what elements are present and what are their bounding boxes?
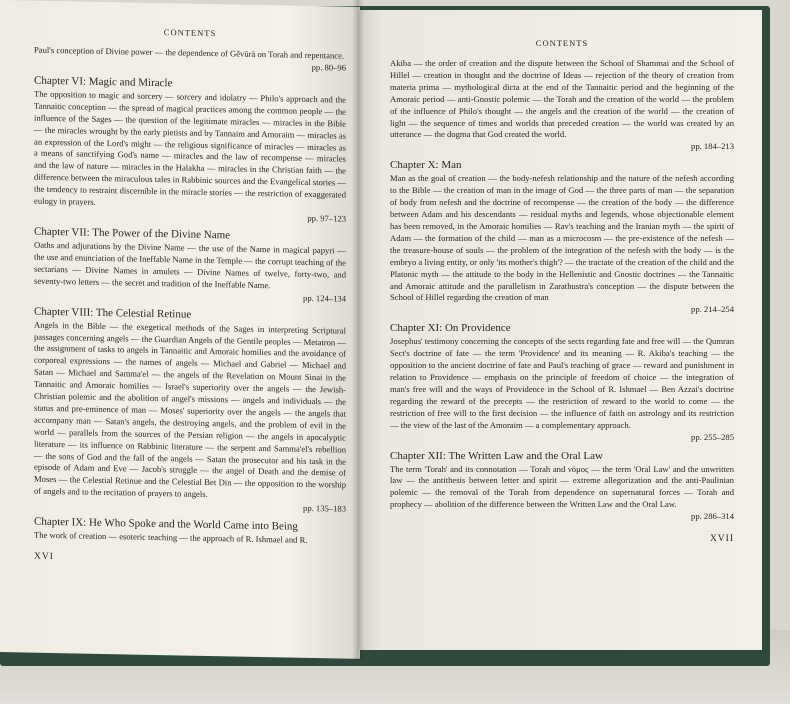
page-range: pp. 184–213 xyxy=(691,141,734,152)
page-range: pp. 214–254 xyxy=(691,304,734,315)
intro-text: Akiba — the order of creation and the dispute between the School of Shammai and the School of Hillel — creation in thought and the doctrine of Ideas — rejection of the theory of creation from materia prima — mythological dicta at the end of the Tannaitic period and the beginning of the Amoraic period — anti-Gnostic polemic — the Torah and the creation of the world — the problem of the influence of Philo's thought — the angels and the creation of the world — the creation of light — the sequence of times and worlds that preceded creation — the world was created by an utterance — the dogma that God created the world. xyxy=(390,58,734,140)
intro-text: Paul's conception of Divine power — the dependence of Gĕvūrā on Torah and repentance. xyxy=(34,44,345,61)
page-range: pp. 255–285 xyxy=(691,431,734,442)
page-range: pp. 97–123 xyxy=(307,212,346,224)
chapter-summary: Man as the goal of creation — the body-nefesh relationship and the nature of the nefesh according to the Bible — the creation of man in the image of God — the three parts of man — the separation of body from nefesh and the doctrine of recompense — the creation of the body — the difference between Adam and his descendants — residual myths and legends, whose objectionable element has been removed, in the Amoraic homilies — Rav's teaching and the Iranian myth — the spirit of Adam — the formation of the child — man as a microcosm — the pre-existence of the nefesh — the treasure-house of souls — the problem of the integration of the nefesh with the body — is the embryo a living entity, or only 'its mother's thigh'? — the tractate of the creation of the child and the Platonic myth — the attitude to the body in the Hellenistic and Gnostic doctrines — the Tannaitic and Amoraic attitude and the parallelism in Zarathustra's conception — the dispute between the School of Hillel regarding the creation of man xyxy=(390,173,734,303)
chapter-summary: The opposition to magic and sorcery — sorcery and idolatry — Philo's approach and the Tannaitic conception — the spread of magical practices among the common people — the influence of the Sages — the question of the legitimate miracles — miracles in the Bible — the miracles wrought by the early pietists and by Tannaim and Amoraim — miracles as an expression of the Lord's might — the religious significance of miracles — miracles as a means of sanctifying God's name — miracles and the law of recompense — miracles and the law of nature — miracles in the Halakha — miracles in the Christian faith — the difference between the miraculous tales in Rabbinic sources and the Evangelical stories — the tendency to restraint discernible in the miracle stories — the restriction of exaggerated eulogy in prayers. xyxy=(34,88,346,207)
page-range: pp. 80–96 xyxy=(311,61,346,73)
chapter-title: Chapter VI: Magic and Miracle xyxy=(34,74,173,90)
running-head: CONTENTS xyxy=(163,27,217,39)
left-page xyxy=(0,0,360,659)
chapter-title: Chapter XI: On Providence xyxy=(390,322,511,335)
chapter-title: Chapter XII: The Written Law and the Oral Law xyxy=(390,449,603,462)
chapter-summary: The term 'Torah' and its connotation — Torah and νόμος — the term 'Oral Law' and the unwritten law — the antithesis between letter and spirit — extreme allegorization and the anti-Paulinian polemic — the removal of the Torah from dependence on supernatural forces — Torah and prophecy — abolition of the difference between the Written Law and the Oral Law. xyxy=(390,463,734,510)
page-range: pp. 135–183 xyxy=(303,503,346,514)
chapter-summary: The work of creation — esoteric teaching — the approach of R. Ishmael and R. xyxy=(34,529,308,546)
chapter-title: Chapter X: Man xyxy=(390,159,462,172)
page-range: pp. 286–314 xyxy=(691,511,734,522)
chapter-title: Chapter IX: He Who Spoke and the World Came into Being xyxy=(34,515,298,533)
chapter-summary: Josephus' testimony concerning the concepts of the sects regarding fate and free will — the Qumran Sect's doctrine of fate — the term 'Providence' and its meaning — R. Akiba's teaching — the opposition to the ancient doctrine of fate and Paul's teaching of grace — reward and punishment in relation to Providence — emphasis on the principle of freedom of choice — the integration of man's free will and the ways of Providence in the School of R. Ishmael — Ben Azzai's doctrine regarding the reward of the precepts — the restriction of reward to the world to come — the restriction of free will to the first decision — the influence of faith on astrology and its restriction — the view of the last of the Amoraim — a complementary approach. xyxy=(390,336,734,430)
chapter-summary: Angels in the Bible — the exegetical methods of the Sages in interpreting Scriptural passages concerning angels — the Guardian Angels of the Gentile peoples — Metatron — the assignment of tasks to angels in Tannaitic and Amoraic homilies and the avoidance of corporeal expressions — the names of angels — Michael and Gabriel — Michael and Satan — Michael and Samma'el — the angels of the Revelation on Mount Sinai in the Tannaitic and Amoraic homilies — Israel's superiority over the angels — the Jewish-Christian polemic and the abolition of angel's missions — angels and individuals — the status and pre-eminence of man — Moses' superiority over the angels — the angels that accompany man — Satan's angels, the destroying angels, and the problem of evil in the world — parallels from the sources of the Persian religion — the angels in apocalyptic literature — its influence on Rabbinic literature — the serpent and Samma'el's rebellion — the sons of God and the fall of the angels — Satan the prosecutor and his task in the episode of Adam and Eve — Jacob's struggle — the angel of Death and the demise of Moses — the Celestial Retinue and the Celestial Bet Din — the opposition to the worship of angels and to the recitation of prayers to angels. xyxy=(34,319,346,500)
book-gutter xyxy=(352,0,364,660)
page-range: pp. 124–134 xyxy=(303,292,346,304)
chapter-title: Chapter VIII: The Celestial Retinue xyxy=(34,305,192,321)
running-head: CONTENTS xyxy=(535,38,589,48)
chapter-summary: Oaths and adjurations by the Divine Name — the use of the Name in magical papyri — the use and enunciation of the Ineffable Name in the Temple — the corrupt teaching of the sectarians — Divine Names in amulets — Divine Names of twelve, forty-two, and seventy-two letters — the secret and tradition of the Ineffable Name. xyxy=(34,239,346,290)
chapter-title: Chapter VII: The Power of the Divine Name xyxy=(34,225,231,242)
page-number: XVI xyxy=(34,551,54,563)
page-number: XVII xyxy=(709,534,734,545)
right-page xyxy=(358,10,762,650)
